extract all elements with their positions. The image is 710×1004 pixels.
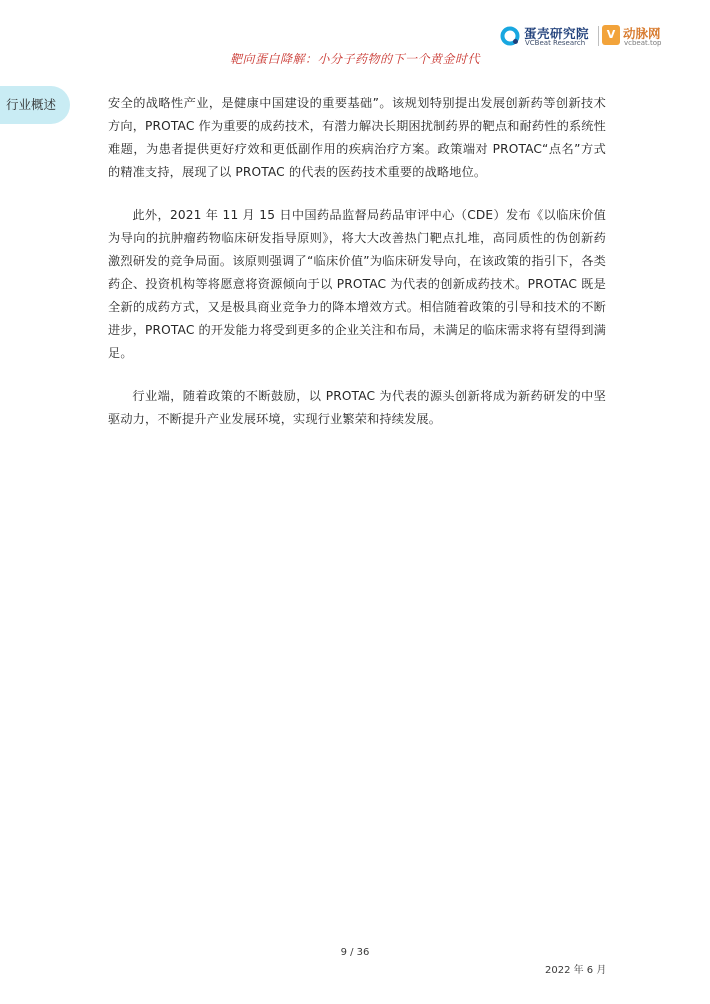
- brand-left-name: 蛋壳研究院: [524, 26, 590, 41]
- paragraph: 安全的战略性产业，是健康中国建设的重要基础”。该规划特别提出发展创新药等创新技术方向，PROTAC 作为重要的成药技术，有潜力解决长期困扰制药界的靶点和耐药性的系统性难题，为患者提供更好疗效和更低副作用的疾病治疗方案。政策端对 PROTAC“点名”方式的精准支持，展现了以 PROTAC 的代表的医药技术重要的战略地位。: [108, 96, 606, 179]
- brand-right-sub: vcbeat.top: [624, 39, 662, 47]
- report-title: 靶向蛋白降解：小分子药物的下一个黄金时代: [229, 52, 480, 66]
- dongmai-logo-icon: V: [602, 25, 620, 45]
- brand-right-name: 动脉网: [623, 26, 661, 41]
- report-date: 2022 年 6 月: [545, 965, 607, 976]
- brand-left-sub: VCBeat Research: [525, 39, 586, 47]
- header-logos: [500, 24, 670, 52]
- paragraph: 行业端，随着政策的不断鼓励，以 PROTAC 为代表的源头创新将成为新药研发的中坚驱动力，不断提升产业发展环境，实现行业繁荣和持续发展。: [108, 389, 606, 426]
- paragraph: 此外，2021 年 11 月 15 日中国药品监督局药品审评中心（CDE）发布《以临床价值为导向的抗肿瘤药物临床研发指导原则》，将大大改善热门靶点扎堆，高同质性的伪创新药激烈研发的竞争局面。该原则强调了“临床价值”为临床研发导向，在该政策的指引下，各类药企、投资机构等将愿意将资源倾向于以 PROTAC 为代表的创新成药技术。PROTAC 既是全新的成药方式，又是极具商业竞争力的降本增效方式。相信随着政策的引导和技术的不断进步，PROTAC 的开发能力将受到更多的企业关注和布局，未满足的临床需求将有望得到满足。: [108, 208, 606, 360]
- body-text: [108, 92, 606, 451]
- page-number: 9 / 36: [340, 947, 370, 958]
- brand-divider: [598, 26, 599, 46]
- section-tab-label: 行业概述: [6, 97, 57, 112]
- vcbeat-ring-icon: [500, 26, 520, 46]
- section-tab: [0, 86, 70, 124]
